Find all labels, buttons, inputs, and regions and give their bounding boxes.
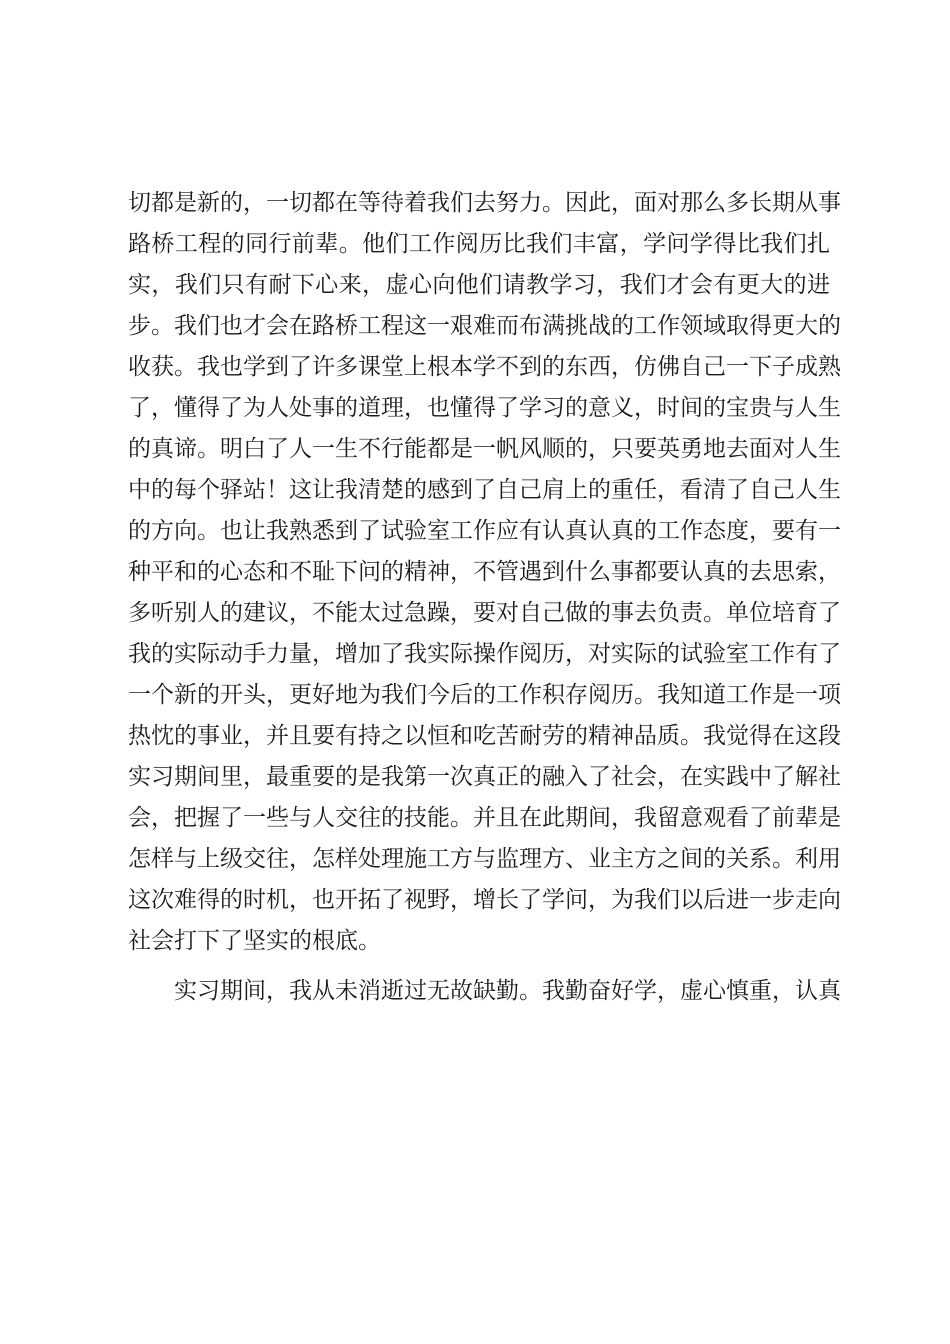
paragraph-1-line: 步。我们也才会在路桥工程这一艰难而布满挑战的工作领域取得更大的 (128, 313, 841, 339)
paragraph-1-line: 会，把握了一些与人交往的技能。并且在此期间，我留意观看了前辈是 (128, 805, 841, 831)
paragraph-spacing (128, 962, 830, 971)
paragraph-1-last-line: 社会打下了坚实的根底。 (128, 928, 381, 954)
paragraph-1-line: 中的每个驿站！这让我清楚的感到了自己肩上的重任，看清了自己人生 (128, 477, 841, 503)
paragraph-1-line: 路桥工程的同行前辈。他们工作阅历比我们丰富，学问学得比我们扎 (128, 231, 830, 257)
paragraph-1-line: 了，懂得了为人处事的道理，也懂得了学习的意义，时间的宝贵与人生 (128, 395, 841, 421)
paragraph-2-line: 实习期间，我从未消逝过无故缺勤。我勤奋好学，虚心慎重，认真 (174, 978, 841, 1004)
paragraph-1-line: 热忱的事业，并且要有持之以恒和吃苦耐劳的精神品质。我觉得在这段 (128, 723, 841, 749)
paragraph-1-line: 这次难得的时机，也开拓了视野，增长了学问，为我们以后进一步走向 (128, 887, 841, 913)
paragraph-1-line: 切都是新的，一切都在等待着我们去努力。因此，面对那么多长期从事 (128, 190, 841, 216)
paragraph-1-line: 我的实际动手力量，增加了我实际操作阅历，对实际的试验室工作有了 (128, 641, 841, 667)
paragraph-1-line: 实习期间里，最重要的是我第一次真正的融入了社会，在实践中了解社 (128, 764, 841, 790)
paragraph-1-line: 实，我们只有耐下心来，虚心向他们请教学习，我们才会有更大的进 (128, 272, 830, 298)
paragraph-1-line: 种平和的心态和不耻下问的精神，不管遇到什么事都要认真的去思索， (128, 559, 841, 585)
paragraph-1-line: 的真谛。明白了人一生不行能都是一帆风顺的，只要英勇地去面对人生 (128, 436, 841, 462)
body-text (128, 183, 841, 1012)
paragraph-1-line: 收获。我也学到了许多课堂上根本学不到的东西，仿佛自己一下子成熟 (128, 354, 841, 380)
paragraph-1-line: 多听别人的建议，不能太过急躁，要对自己做的事去负责。单位培育了 (128, 600, 841, 626)
paragraph-1-line: 的方向。也让我熟悉到了试验室工作应有认真认真的工作态度，要有一 (128, 518, 841, 544)
paragraph-1-line: 一个新的开头，更好地为我们今后的工作积存阅历。我知道工作是一项 (128, 682, 841, 708)
paragraph-1-line: 怎样与上级交往，怎样处理施工方与监理方、业主方之间的关系。利用 (128, 846, 841, 872)
